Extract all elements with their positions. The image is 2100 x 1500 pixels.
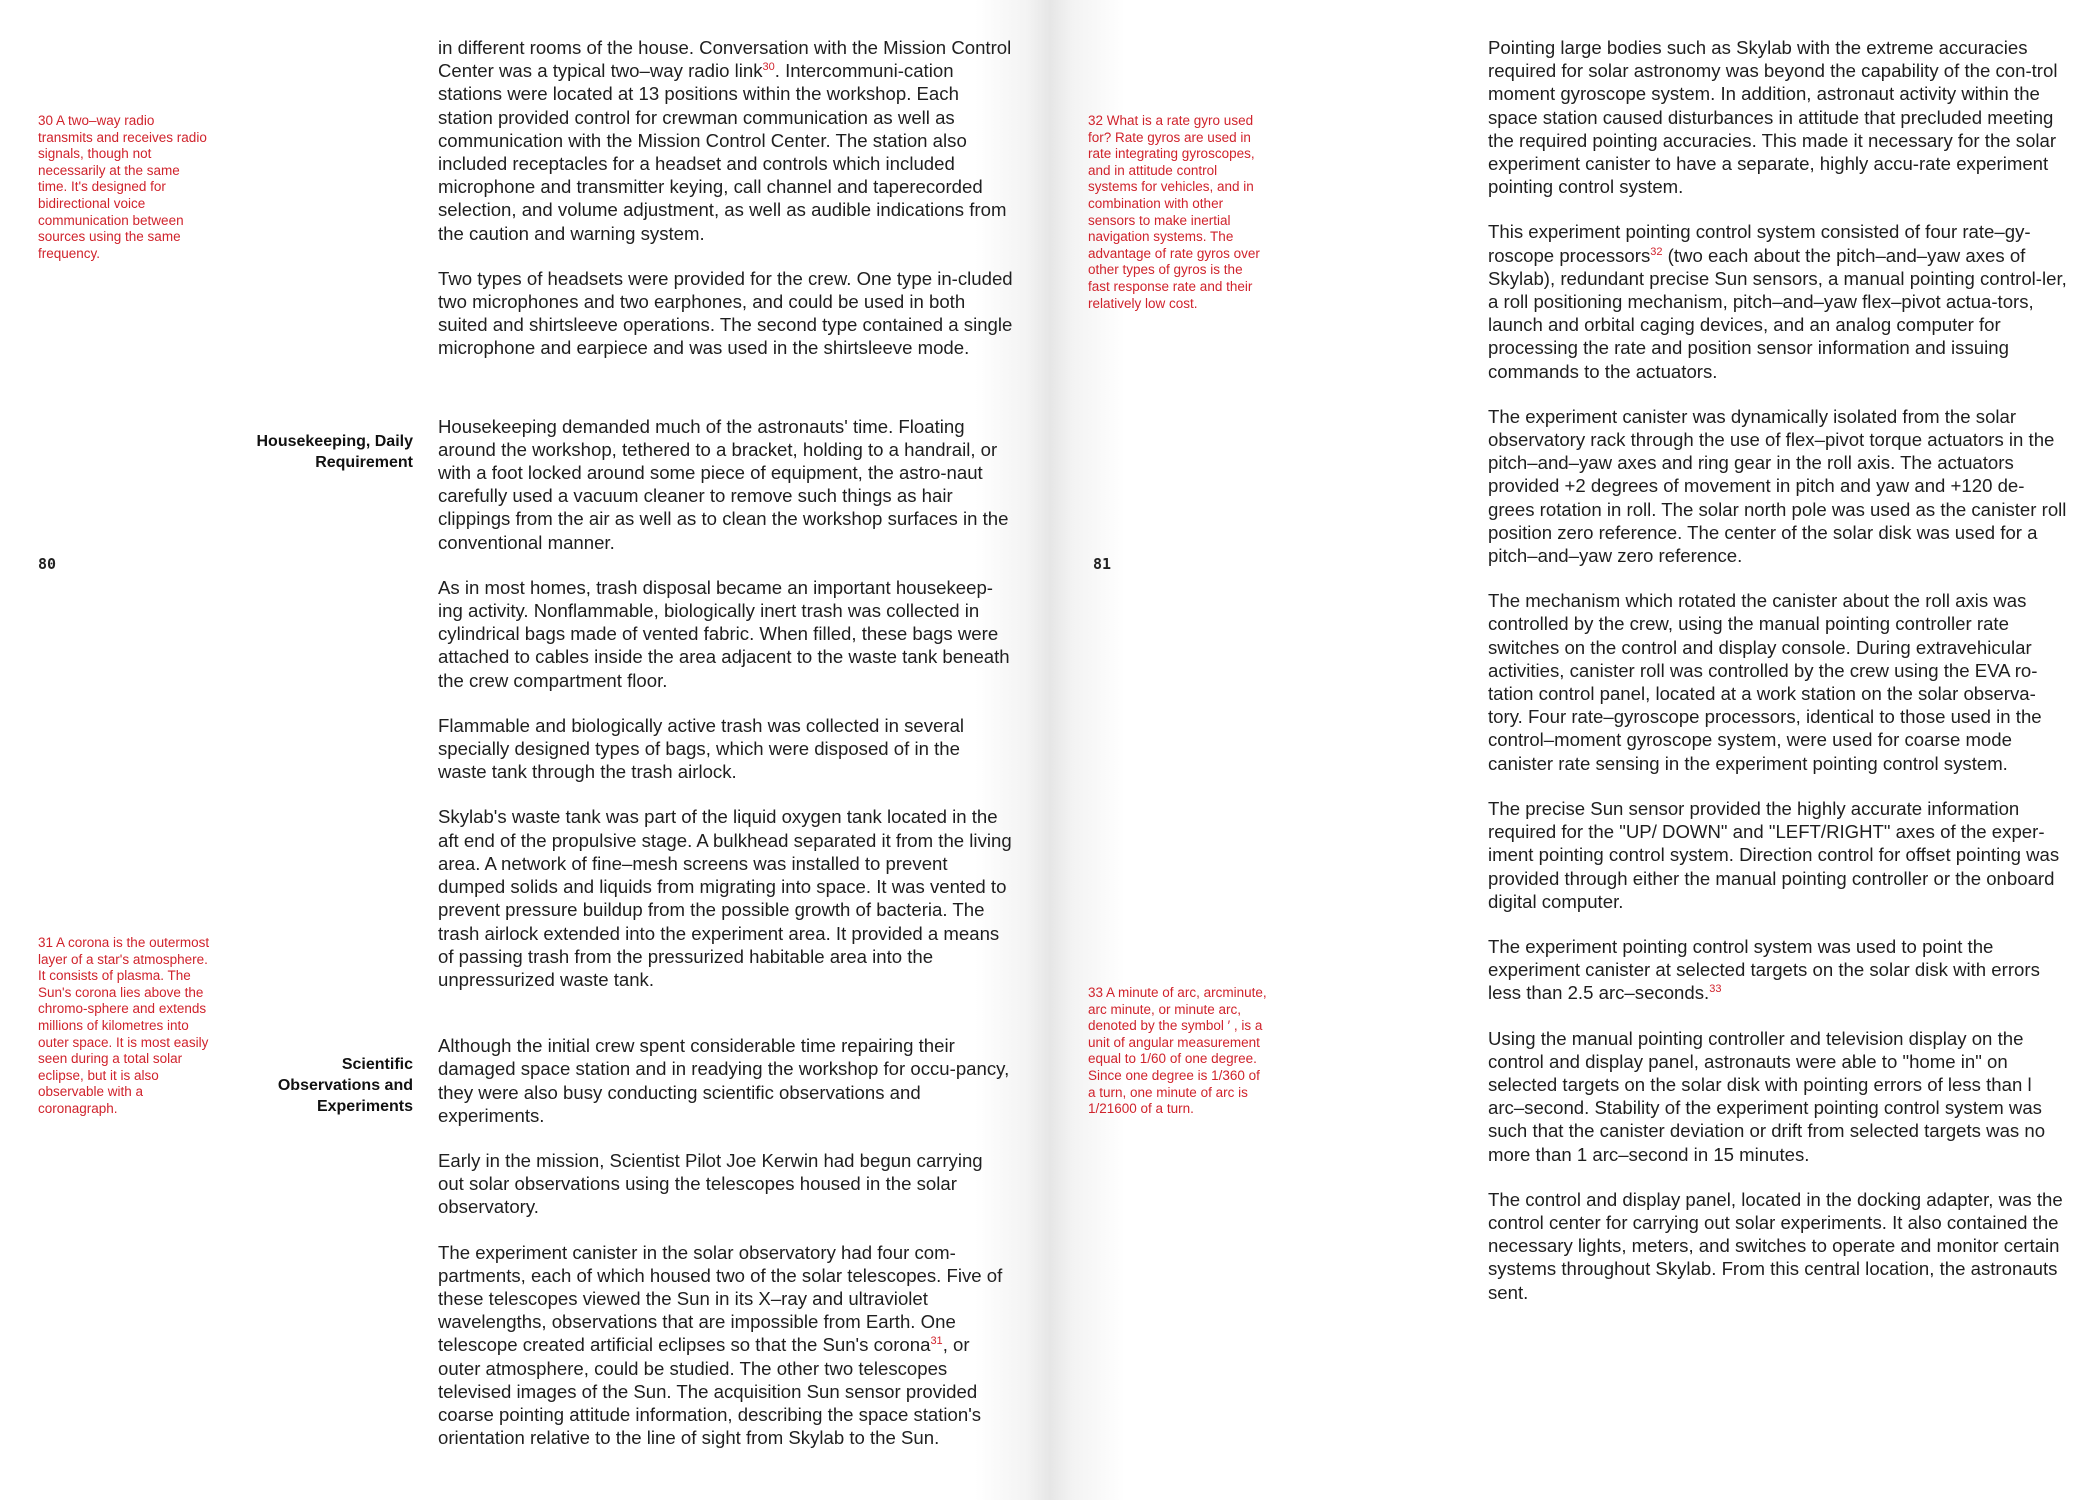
footnote-33: 33 A minute of arc, arcminute, arc minute, or minute arc, denoted by the symbol ′ , is a unit of angular measurement equal to 1/60 of one degree. Since one degree is 1/360 of a turn, one minute of arc is 1/21600 of a turn.	[1088, 985, 1267, 1117]
paragraph: Housekeeping demanded much of the astronauts' time. Floating around the workshop, tethered to a bracket, holding to a handrail, or with a foot locked around some piece of equipment, the astro-naut carefully used a vacuum cleaner to remove such things as hair clippings from the air as well as to clean the workshop surfaces in the conventional manner.	[438, 415, 1009, 553]
page-number-right: 81	[1093, 555, 1112, 573]
paragraph: This experiment pointing control system consisted of four rate–gy-roscope processors$^{32}$ (two each about the pitch–and–yaw axes of Skylab), redundant precise Sun sensors, a manual pointing control-ler, a roll positioning mechanism, pitch–and–yaw flex–pivot actua-tors, launch and orbital caging devices, and an analog computer for processing the rate and position sensor information and issuing commands to the actuators.	[1488, 221, 2067, 382]
paragraph: in different rooms of the house. Conversation with the Mission Control Center was a typical two–way radio link$^{30}$. Intercommuni-cation stations were located at 13 positions within the workshop. Each station provided control for crewman communication as well as communication with the Mission Control Center. The station also included receptacles for a headset and controls which included microphone and transmitter keying, call channel and taperecorded selection, and volume adjustment, as well as audible indications from the caution and warning system.	[438, 37, 1012, 244]
footnote-ref-30[interactable]: 30	[762, 61, 775, 74]
paragraph: The experiment canister in the solar observatory had four com-partments, each of which housed two of the solar telescopes. Five of these telescopes viewed the Sun in its X–ray and ultraviolet wavelengths, observations that are impossible from Earth. One telescope created artificial eclipses so that the Sun's corona$^{31}$, or outer atmosphere, could be studied. The other two telescopes televised images of the Sun. The acquisition Sun sensor provided coarse pointing attitude information, describing the space station's orientation relative to the line of sight from Skylab to the Sun.	[438, 1241, 1003, 1449]
paragraph: Flammable and biologically active trash was collected in several specially designed types of bags, which were disposed of in the waste tank through the trash airlock.	[438, 714, 965, 783]
left-body-column	[438, 36, 1013, 1449]
paragraph: Early in the mission, Scientist Pilot Joe Kerwin had begun carrying out solar observations using the telescopes housed in the solar observatory.	[438, 1149, 983, 1218]
footnote-30: 30 A two–way radio transmits and receives radio signals, though not necessarily at the same time. It's designed for bidirectional voice communication between sources using the same frequency.	[38, 113, 207, 261]
paragraph: Skylab's waste tank was part of the liquid oxygen tank located in the aft end of the propulsive stage. A bulkhead separated it from the living area. A network of fine–mesh screens was installed to prevent dumped solids and liquids from migrating into space. It was vented to prevent pressure buildup from the possible growth of bacteria. The trash airlock extended into the experiment area. It provided a means of passing trash from the pressurized habitable area into the unpressurized waste tank.	[438, 806, 1012, 990]
paragraph: As in most homes, trash disposal became an important housekeep-ing activity. Nonflammable, biologically inert trash was collected in cylindrical bags made of vented fabric. When filled, these bags were attached to cables inside the area adjacent to the waste tank beneath the crew compartment floor.	[438, 576, 1010, 691]
footnote-ref-33[interactable]: 33	[1709, 983, 1722, 996]
footnote-31: 31 A corona is the outermost layer of a star's atmosphere. It consists of plasma. The Sun's corona lies above the chromo-sphere and extends millions of kilometres into outer space. It is most easily seen during a total solar eclipse, but it is also observable with a coronagraph.	[38, 935, 210, 1116]
footnote-ref-32[interactable]: 32	[1650, 245, 1663, 258]
heading-scientific-observations: Scientific Observations and Experiments	[277, 1056, 413, 1115]
paragraph: Although the initial crew spent considerable time repairing their damaged space station and in readying the workshop for occu-pancy, they were also busy conducting scientific observations and experiments.	[438, 1035, 1010, 1126]
paragraph: The mechanism which rotated the canister about the roll axis was controlled by the crew, using the manual pointing controller rate switches on the control and display console. During extravehicular activities, canister roll was controlled by the crew using the EVA ro-tation control panel, located at a work station on the solar observa-tory. Four rate–gyroscope processors, identical to those used in the control–moment gyroscope system, were used for coarse mode canister rate sensing in the experiment pointing control system.	[1488, 590, 2042, 774]
paragraph: Two types of headsets were provided for the crew. One type in-cluded two microphones and two earphones, and could be used in both suited and shirtsleeve operations. The second type contained a single microphone and earpiece and was used in the shirtsleeve mode.	[438, 267, 1013, 359]
paragraph: Using the manual pointing controller and television display on the control and display panel, astronauts were able to "home in" on selected targets on the solar disk with pointing errors of less than l arc–second. Stability of the experiment pointing control system was such that the canister deviation or drift from selected targets was no more than 1 arc–second in 15 minutes.	[1488, 1027, 2046, 1165]
paragraph: The precise Sun sensor provided the highly accurate information required for the "UP/ DOWN" and "LEFT/RIGHT" axes of the exper-iment pointing control system. Direction control for offset pointing was provided through either the manual pointing controller or the onboard digital computer.	[1488, 797, 2060, 912]
heading-housekeeping: Housekeeping, Daily Requirement	[256, 433, 413, 471]
paragraph: The experiment pointing control system was used to point the experiment canister at selected targets on the solar disk with errors less than 2.5 arc–seconds.$^{33}$	[1488, 935, 2040, 1004]
paragraph: The experiment canister was dynamically isolated from the solar observatory rack through the use of flex–pivot torque actuators in the pitch–and–yaw axes and ring gear in the roll axis. The actuators provided +2 degrees of movement in pitch and yaw and +120 de-grees rotation in roll. The solar north pole was used as the canister roll position zero reference. The center of the solar disk was used for a pitch–and–yaw zero reference.	[1488, 405, 2067, 567]
paragraph: Pointing large bodies such as Skylab with the extreme accuracies required for solar astronomy was beyond the capability of the con-trol moment gyroscope system. In addition, astronaut activity within the space station caused disturbances in attitude that precluded meeting the required pointing accuracies. This made it necessary for the solar experiment canister to have a separate, highly accu-rate experiment pointing control system.	[1488, 37, 2058, 198]
footnote-32: 32 What is a rate gyro used for? Rate gyros are used in rate integrating gyroscopes, and in attitude control systems for vehicles, and in combination with other sensors to make inertial navigation systems. The advantage of rate gyros over other types of gyros is the fast response rate and their relatively low cost.	[1088, 113, 1260, 311]
paragraph: The control and display panel, located in the docking adapter, was the control center for carrying out solar experiments. It also contained the necessary lights, meters, and switches to operate and monitor certain systems throughout Skylab. From this central location, the astronauts sent.	[1488, 1188, 2063, 1303]
right-body-column	[1488, 36, 2070, 1304]
footnote-ref-31[interactable]: 31	[930, 1335, 943, 1348]
page-number-left: 80	[38, 555, 57, 573]
